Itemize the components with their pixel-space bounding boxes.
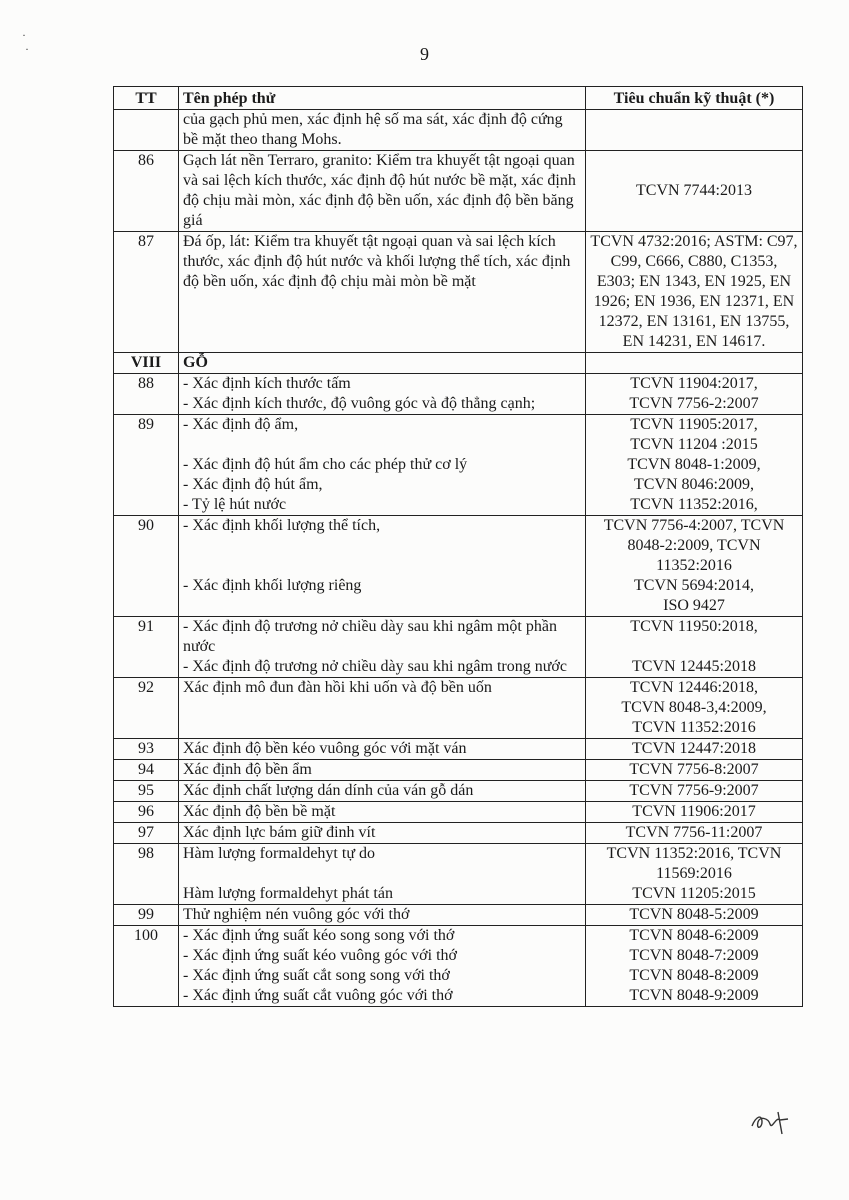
standard-line: TCVN 11950:2018, bbox=[630, 618, 758, 635]
table-row bbox=[114, 823, 803, 844]
test-name-cell bbox=[179, 617, 586, 678]
test-name-cell bbox=[179, 802, 586, 823]
standard-cell bbox=[586, 415, 803, 516]
row-number: 92 bbox=[114, 678, 179, 739]
test-name-cell bbox=[179, 516, 586, 617]
test-name-line: Gạch lát nền Terraro, granito: Kiểm tra khuyết tật ngoại quan và sai lệch kích thước, xác định độ hút nước bề mặt, xác định độ chịu mài mòn, xác định độ bền uốn, xác định độ bền băng giá bbox=[183, 152, 576, 229]
row-number: 91 bbox=[114, 617, 179, 678]
standard-line: TCVN 8048-1:2009, bbox=[627, 456, 761, 473]
standard-line bbox=[590, 637, 798, 657]
standard-cell bbox=[586, 617, 803, 678]
test-name-line: Thử nghiệm nén vuông góc với thớ bbox=[183, 906, 410, 923]
standard-line: TCVN 7756-2:2007 bbox=[629, 395, 759, 412]
test-name-line bbox=[183, 864, 581, 884]
table-row bbox=[114, 678, 803, 739]
test-name-cell bbox=[179, 110, 586, 151]
standard-line: TCVN 8048-7:2009 bbox=[629, 947, 759, 964]
standard-line: TCVN 11352:2016 bbox=[632, 719, 756, 736]
table-row bbox=[114, 374, 803, 415]
table-header-row bbox=[114, 87, 803, 110]
test-name-cell bbox=[179, 781, 586, 802]
row-number: 93 bbox=[114, 739, 179, 760]
standard-line: TCVN 11205:2015 bbox=[632, 885, 756, 902]
row-number: 90 bbox=[114, 516, 179, 617]
standard-line: TCVN 7756-4:2007, TCVN bbox=[603, 517, 785, 534]
table-body bbox=[114, 110, 803, 1007]
test-name-line: Hàm lượng formaldehyt phát tán bbox=[183, 885, 393, 902]
standard-cell bbox=[586, 353, 803, 374]
row-number: 96 bbox=[114, 802, 179, 823]
standard-line: TCVN 8048-9:2009 bbox=[629, 987, 759, 1004]
standard-line: TCVN 11906:2017 bbox=[632, 803, 756, 820]
standard-line: TCVN 8048-8:2009 bbox=[629, 967, 759, 984]
test-name-line bbox=[183, 596, 581, 616]
signature-mark bbox=[748, 1108, 792, 1138]
standard-cell bbox=[586, 110, 803, 151]
standard-line: TCVN 11352:2016, TCVN 11569:2016 bbox=[606, 845, 782, 882]
standard-line: TCVN 7744:2013 bbox=[636, 182, 752, 199]
test-name-cell bbox=[179, 232, 586, 353]
test-name-line: - Xác định độ trương nở chiều dày sau khi ngâm trong nước bbox=[183, 658, 567, 675]
row-number: 86 bbox=[114, 151, 179, 232]
standard-line: TCVN 5694:2014, bbox=[634, 577, 754, 594]
test-name-line: của gạch phủ men, xác định hệ số ma sát, xác định độ cứng bề mặt theo thang Mohs. bbox=[183, 111, 563, 148]
row-number: VIII bbox=[114, 353, 179, 374]
test-name-line: - Xác định khối lượng thể tích, bbox=[183, 517, 381, 534]
header-standard: Tiêu chuẩn kỹ thuật (*) bbox=[586, 87, 803, 110]
table-row bbox=[114, 415, 803, 516]
standard-line: TCVN 7756-11:2007 bbox=[625, 824, 763, 841]
standard-line: TCVN 11904:2017, bbox=[630, 375, 758, 392]
standard-cell bbox=[586, 151, 803, 232]
standard-line: ISO 9427 bbox=[663, 597, 725, 614]
test-name-line bbox=[183, 536, 581, 556]
test-name-line: - Xác định độ ẩm, bbox=[183, 416, 299, 433]
standard-cell bbox=[586, 516, 803, 617]
standard-line: TCVN 12446:2018, bbox=[630, 679, 758, 696]
table-row bbox=[114, 151, 803, 232]
test-name-line: Xác định độ bền bề mặt bbox=[183, 803, 336, 820]
test-name-cell bbox=[179, 926, 586, 1007]
test-name-line: GỖ bbox=[183, 354, 208, 371]
standard-line: TCVN 8048-6:2009 bbox=[629, 927, 759, 944]
standard-cell bbox=[586, 823, 803, 844]
test-name-cell bbox=[179, 905, 586, 926]
row-number: 88 bbox=[114, 374, 179, 415]
standard-cell bbox=[586, 232, 803, 353]
test-name-line: Đá ốp, lát: Kiểm tra khuyết tật ngoại quan và sai lệch kích thước, xác định độ hút nước và khối lượng thể tích, xác định độ bền uốn, xác định độ chịu mài mòn bề mặt bbox=[183, 233, 571, 290]
standard-cell bbox=[586, 926, 803, 1007]
test-name-line bbox=[183, 556, 581, 576]
standard-line: TCVN 8048-3,4:2009, bbox=[621, 699, 767, 716]
standard-line: TCVN 4732:2016; ASTM: C97, C99, C666, C880, C1353, E303; EN 1343, EN 1925, EN 1926; EN 1936, EN 12371, EN 12372, EN 13161, EN 13755, EN 14231, EN 14617. bbox=[590, 233, 798, 350]
table-row bbox=[114, 617, 803, 678]
row-number: 89 bbox=[114, 415, 179, 516]
test-name-line: Xác định mô đun đàn hồi khi uốn và độ bền uốn bbox=[183, 679, 492, 696]
standard-line: TCVN 12445:2018 bbox=[632, 658, 756, 675]
standard-line bbox=[590, 120, 798, 140]
scan-specks: · · bbox=[22, 28, 29, 56]
row-number bbox=[114, 110, 179, 151]
test-name-line: - Xác định khối lượng riêng bbox=[183, 577, 362, 594]
test-name-cell bbox=[179, 823, 586, 844]
test-name-line: Xác định độ bền kéo vuông góc với mặt ván bbox=[183, 740, 467, 757]
test-name-cell bbox=[179, 353, 586, 374]
standard-cell bbox=[586, 905, 803, 926]
header-test-name: Tên phép thử bbox=[179, 87, 586, 110]
table-row bbox=[114, 905, 803, 926]
table-row bbox=[114, 926, 803, 1007]
row-number: 94 bbox=[114, 760, 179, 781]
standard-line: 11352:2016 bbox=[656, 557, 732, 574]
table-row bbox=[114, 802, 803, 823]
table-row bbox=[114, 516, 803, 617]
standard-line: 8048-2:2009, TCVN bbox=[627, 537, 761, 554]
row-number: 100 bbox=[114, 926, 179, 1007]
test-name-cell bbox=[179, 760, 586, 781]
test-name-line: - Xác định kích thước, độ vuông góc và độ thẳng cạnh; bbox=[183, 395, 536, 412]
standard-cell bbox=[586, 678, 803, 739]
standard-cell bbox=[586, 374, 803, 415]
row-number: 97 bbox=[114, 823, 179, 844]
standard-line: TCVN 7756-8:2007 bbox=[629, 761, 759, 778]
table-row bbox=[114, 844, 803, 905]
test-name-line: - Xác định độ trương nở chiều dày sau khi ngâm một phần nước bbox=[183, 618, 557, 655]
test-standards-table bbox=[113, 86, 803, 1007]
table-row bbox=[114, 739, 803, 760]
row-number: 87 bbox=[114, 232, 179, 353]
standard-cell bbox=[586, 802, 803, 823]
table-row bbox=[114, 760, 803, 781]
test-name-cell bbox=[179, 151, 586, 232]
standard-cell bbox=[586, 760, 803, 781]
standard-line: TCVN 11905:2017, bbox=[630, 416, 758, 433]
test-name-line: - Xác định ứng suất kéo song song với thớ bbox=[183, 927, 455, 944]
test-name-line: Xác định chất lượng dán dính của ván gỗ dán bbox=[183, 782, 474, 799]
standard-line: TCVN 12447:2018 bbox=[632, 740, 756, 757]
standard-line bbox=[590, 353, 798, 373]
header-tt: TT bbox=[114, 87, 179, 110]
test-name-line: - Xác định độ hút ẩm cho các phép thử cơ lý bbox=[183, 456, 468, 473]
table-row bbox=[114, 781, 803, 802]
row-number: 98 bbox=[114, 844, 179, 905]
standard-cell bbox=[586, 739, 803, 760]
standard-line: TCVN 11204 :2015 bbox=[630, 436, 758, 453]
test-name-line: - Xác định độ hút ẩm, bbox=[183, 476, 323, 493]
standard-cell bbox=[586, 844, 803, 905]
standard-line: TCVN 7756-9:2007 bbox=[629, 782, 759, 799]
test-name-line: Hàm lượng formaldehyt tự do bbox=[183, 845, 375, 862]
standard-cell bbox=[586, 781, 803, 802]
test-name-line: Xác định lực bám giữ đinh vít bbox=[183, 824, 376, 841]
page-number: 9 bbox=[420, 44, 429, 64]
test-name-cell bbox=[179, 415, 586, 516]
table-row bbox=[114, 110, 803, 151]
row-number: 99 bbox=[114, 905, 179, 926]
standard-line: TCVN 8048-5:2009 bbox=[629, 906, 759, 923]
test-name-cell bbox=[179, 374, 586, 415]
standard-line: TCVN 8046:2009, bbox=[634, 476, 754, 493]
test-name-line: - Xác định ứng suất cắt vuông góc với thớ bbox=[183, 987, 453, 1004]
test-name-line: - Xác định ứng suất kéo vuông góc với thớ bbox=[183, 947, 457, 964]
table-row bbox=[114, 232, 803, 353]
row-number: 95 bbox=[114, 781, 179, 802]
test-name-cell bbox=[179, 739, 586, 760]
section-row bbox=[114, 353, 803, 374]
test-name-line: - Xác định kích thước tấm bbox=[183, 375, 351, 392]
test-name-line: - Xác định ứng suất cắt song song với thớ bbox=[183, 967, 450, 984]
test-name-line bbox=[183, 435, 581, 455]
test-name-cell bbox=[179, 844, 586, 905]
test-name-line: Xác định độ bền ẩm bbox=[183, 761, 312, 778]
standard-line: TCVN 11352:2016, bbox=[630, 496, 758, 513]
test-name-cell bbox=[179, 678, 586, 739]
test-name-line: - Tỷ lệ hút nước bbox=[183, 496, 287, 513]
